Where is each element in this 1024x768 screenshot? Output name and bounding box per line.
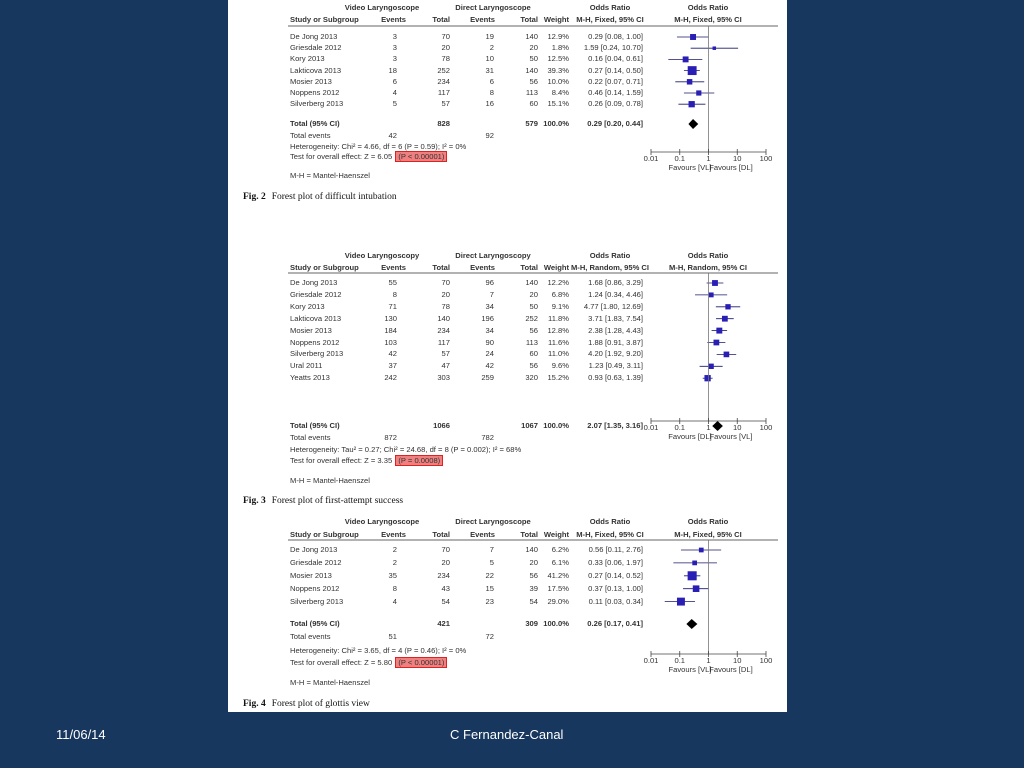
events2-cell: 34	[485, 325, 494, 335]
study-marker	[704, 375, 710, 381]
group2-header: Direct Laryngoscope	[455, 3, 531, 12]
weight-cell: 9.6%	[551, 361, 569, 371]
figure-label: Fig. 2	[243, 192, 266, 202]
x-tick-label: 0.01	[643, 423, 659, 432]
total1-cell: 828	[437, 119, 450, 128]
study-marker	[709, 292, 714, 297]
overall-effect-text: Test for overall effect: Z = 3.35	[290, 456, 393, 465]
events1-cell: 184	[384, 325, 397, 335]
total2-cell: 54	[529, 596, 538, 606]
favours-right-label: Favours [DL]	[709, 665, 753, 674]
events1-cell: 4	[392, 88, 397, 97]
figure-caption	[243, 699, 370, 709]
study-name: Kory 2013	[290, 301, 325, 311]
mh-note: M-H = Mantel-Haenszel	[290, 171, 370, 180]
study-marker	[677, 598, 685, 606]
study-name: Silverberg 2013	[290, 99, 344, 109]
method-plot-header: M-H, Random, 95% CI	[668, 263, 748, 272]
or-ci-cell: 1.23 [0.49, 3.11]	[588, 361, 643, 371]
events1-cell: 6	[392, 76, 397, 86]
total2-cell: 252	[525, 313, 538, 323]
favours-left-label: Favours [VL]	[668, 163, 712, 172]
study-name: Griesdale 2012	[290, 557, 342, 567]
total1-cell: 140	[437, 313, 450, 323]
x-tick-label: 10	[733, 154, 742, 163]
study-marker	[713, 46, 716, 49]
method-header: M-H, Fixed, 95% CI	[576, 15, 644, 24]
study-marker	[722, 316, 728, 322]
events1-cell: 71	[388, 301, 397, 311]
weight-cell: 11.6%	[548, 337, 569, 347]
events2-cell: 16	[485, 99, 494, 109]
study-marker	[696, 90, 701, 95]
total-events1: 51	[388, 632, 397, 641]
events1-cell: 3	[392, 54, 397, 64]
figure-caption	[243, 496, 403, 506]
study-marker	[692, 561, 697, 566]
x-tick-label: 100	[759, 423, 773, 432]
p-value-highlight: (P = 0.0008)	[395, 455, 443, 466]
weight-cell: 17.5%	[547, 583, 569, 593]
weight-cell: 6.8%	[551, 289, 569, 299]
method-header: M-H, Random, 95% CI	[570, 263, 650, 272]
study-name: Noppens 2012	[290, 337, 340, 347]
overall-effect-text: Test for overall effect: Z = 5.80	[290, 658, 393, 667]
total2-cell: 56	[529, 76, 538, 86]
events2-cell: 15	[485, 583, 494, 593]
total2-cell: 50	[529, 301, 538, 311]
total1-cell: 303	[437, 373, 450, 383]
study-marker	[724, 352, 730, 358]
study-name: Griesdale 2012	[290, 43, 342, 53]
total-events-label: Total events	[290, 131, 331, 140]
total1-cell: 252	[437, 65, 450, 75]
or-ci-cell: 0.29 [0.08, 1.00]	[588, 32, 643, 41]
events1-cell: 37	[388, 361, 397, 371]
weight-cell: 29.0%	[547, 596, 569, 606]
events2-cell: 42	[485, 361, 494, 371]
group1-header: Video Laryngoscope	[344, 517, 420, 526]
events1-cell: 2	[392, 545, 397, 554]
study-name: Mosier 2013	[290, 325, 332, 335]
events2-cell: 8	[489, 88, 494, 97]
x-tick-label: 10	[733, 423, 742, 432]
events2-cell: 10	[485, 54, 494, 64]
weight-cell: 6.1%	[551, 557, 569, 567]
total-events1: 872	[384, 433, 397, 442]
total-diamond	[686, 619, 697, 629]
study-marker	[725, 304, 730, 309]
total-weight: 100.0%	[543, 619, 569, 628]
events2-cell: 5	[489, 557, 494, 567]
or-ci-cell: 1.24 [0.34, 4.46]	[588, 289, 643, 299]
total-events2: 72	[485, 632, 494, 641]
total1-header: Total	[432, 530, 450, 539]
mh-note: M-H = Mantel-Haenszel	[290, 678, 370, 687]
total2-cell: 20	[529, 43, 538, 53]
events1-cell: 103	[384, 337, 397, 347]
events2-cell: 96	[485, 278, 494, 287]
weight-cell: 1.8%	[551, 43, 569, 53]
weight-cell: 12.9%	[547, 32, 569, 41]
or-plot-title-header: Odds Ratio	[687, 3, 729, 12]
figure-caption	[243, 192, 397, 202]
group1-header: Video Laryngoscopy	[344, 251, 420, 260]
total-or-ci: 0.26 [0.17, 0.41]	[587, 619, 643, 628]
mh-note: M-H = Mantel-Haenszel	[290, 476, 370, 485]
weight-cell: 15.2%	[547, 373, 569, 383]
study-marker	[714, 340, 720, 346]
study-header: Study or Subgroup	[290, 530, 359, 539]
events2-cell: 7	[489, 545, 494, 554]
study-marker	[699, 548, 704, 553]
study-name: Lakticova 2013	[290, 65, 342, 75]
study-marker	[716, 328, 722, 334]
or-plot-title-header: Odds Ratio	[687, 251, 729, 260]
total-events2: 92	[485, 131, 494, 140]
total1-cell: 117	[437, 88, 450, 97]
heterogeneity-text: Heterogeneity: Chi² = 3.65, df = 4 (P = 0.46); I² = 0%	[290, 646, 467, 655]
weight-cell: 10.0%	[547, 76, 569, 86]
favours-right-label: Favours [DL]	[709, 163, 753, 172]
or-ci-cell: 0.16 [0.04, 0.61]	[588, 54, 643, 64]
total1-cell: 20	[441, 289, 450, 299]
group1-header: Video Laryngoscope	[344, 3, 420, 12]
total1-header: Total	[432, 263, 450, 272]
events1-cell: 4	[392, 596, 397, 606]
p-value-highlight: (P < 0.00001)	[395, 657, 447, 668]
weight-cell: 41.2%	[547, 570, 569, 580]
total2-cell: 140	[525, 32, 538, 41]
p-value-highlight: (P < 0.00001)	[395, 151, 447, 162]
weight-cell: 8.4%	[551, 88, 569, 97]
total2-cell: 50	[529, 54, 538, 64]
or-ci-cell: 0.11 [0.03, 0.34]	[588, 596, 643, 606]
x-tick-label: 1	[706, 423, 711, 432]
study-marker	[688, 66, 697, 75]
study-marker	[689, 101, 695, 107]
total2-cell: 579	[525, 119, 538, 128]
total1-cell: 117	[437, 337, 450, 347]
total-events1: 42	[388, 131, 397, 140]
weight-cell: 11.0%	[548, 349, 569, 359]
events1-cell: 8	[392, 289, 397, 299]
events2-cell: 259	[481, 373, 494, 383]
study-name: Mosier 2013	[290, 570, 332, 580]
caption-text: Forest plot of first-attempt success	[271, 496, 404, 506]
events1-header: Events	[381, 530, 406, 539]
study-name: Griesdale 2012	[290, 289, 342, 299]
events1-header: Events	[381, 15, 406, 24]
study-marker	[690, 34, 696, 40]
or-ci-cell: 0.22 [0.07, 0.71]	[588, 76, 643, 86]
weight-header: Weight	[543, 15, 569, 24]
or-ci-cell: 0.26 [0.09, 0.78]	[588, 99, 643, 109]
events1-cell: 130	[384, 313, 397, 323]
events1-cell: 35	[388, 570, 397, 580]
footer-date: 11/06/14	[56, 727, 106, 742]
total1-cell: 70	[441, 278, 450, 287]
events2-cell: 6	[489, 76, 494, 86]
or-ci-cell: 0.27 [0.14, 0.52]	[588, 570, 643, 580]
total2-cell: 20	[529, 557, 538, 567]
or-ci-cell: 0.93 [0.63, 1.39]	[588, 373, 643, 383]
events2-cell: 2	[489, 43, 494, 53]
total2-cell: 140	[525, 545, 538, 554]
or-ci-cell: 1.68 [0.86, 3.29]	[588, 278, 643, 287]
total2-cell: 140	[525, 278, 538, 287]
events2-cell: 7	[489, 289, 494, 299]
study-name: De Jong 2013	[290, 32, 338, 41]
events2-cell: 196	[481, 313, 494, 323]
events1-cell: 42	[388, 349, 397, 359]
study-marker	[688, 571, 697, 580]
total1-cell: 78	[441, 301, 450, 311]
events2-header: Events	[470, 15, 495, 24]
group2-header: Direct Laryngoscope	[455, 517, 531, 526]
or-ci-cell: 2.38 [1.28, 4.43]	[588, 325, 643, 335]
total1-cell: 234	[437, 325, 450, 335]
or-ci-cell: 0.33 [0.06, 1.97]	[588, 557, 643, 567]
total1-cell: 57	[441, 349, 450, 359]
events2-cell: 24	[485, 349, 494, 359]
study-marker	[693, 585, 700, 592]
favours-right-label: Favours [VL]	[709, 432, 753, 441]
events2-cell: 31	[485, 65, 494, 75]
total1-cell: 20	[441, 557, 450, 567]
events2-cell: 19	[485, 32, 494, 41]
total2-header: Total	[520, 263, 538, 272]
total-or-ci: 2.07 [1.35, 3.16]	[587, 421, 643, 430]
total-weight: 100.0%	[543, 119, 569, 128]
figure-label: Fig. 3	[243, 496, 266, 506]
or-ci-cell: 3.71 [1.83, 7.54]	[588, 313, 643, 323]
or-ci-cell: 1.88 [0.91, 3.87]	[588, 337, 643, 347]
or-ci-cell: 1.59 [0.24, 10.70]	[583, 43, 643, 53]
events1-header: Events	[381, 263, 406, 272]
total2-cell: 56	[529, 570, 538, 580]
events2-header: Events	[470, 263, 495, 272]
study-marker	[683, 56, 689, 62]
total2-cell: 60	[529, 99, 538, 109]
total1-cell: 43	[441, 583, 450, 593]
method-plot-header: M-H, Fixed, 95% CI	[674, 530, 742, 539]
x-tick-label: 0.1	[674, 656, 686, 665]
study-name: Silverberg 2013	[290, 596, 344, 606]
study-marker	[708, 364, 713, 369]
x-tick-label: 0.01	[643, 656, 659, 665]
events1-cell: 242	[384, 373, 397, 383]
heterogeneity-text: Heterogeneity: Chi² = 4.66, df = 6 (P = 0.59); I² = 0%	[290, 142, 467, 151]
total-weight: 100.0%	[543, 421, 569, 430]
weight-cell: 6.2%	[551, 545, 569, 554]
total2-cell: 60	[529, 349, 538, 359]
x-tick-label: 0.1	[674, 154, 686, 163]
overall-effect-row	[290, 153, 447, 161]
total1-cell: 47	[441, 361, 450, 371]
or-title-header: Odds Ratio	[589, 251, 631, 260]
caption-text: Forest plot of difficult intubation	[271, 192, 397, 202]
weight-header: Weight	[543, 530, 569, 539]
overall-effect-text: Test for overall effect: Z = 6.05	[290, 152, 393, 161]
or-plot-title-header: Odds Ratio	[687, 517, 729, 526]
method-plot-header: M-H, Fixed, 95% CI	[674, 15, 742, 24]
events1-cell: 3	[392, 32, 397, 41]
total1-cell: 1066	[433, 421, 450, 430]
total2-cell: 20	[529, 289, 538, 299]
events1-cell: 5	[392, 99, 397, 109]
total2-cell: 39	[529, 583, 538, 593]
or-ci-cell: 4.20 [1.92, 9.20]	[588, 349, 643, 359]
study-marker	[687, 79, 692, 84]
weight-cell: 12.5%	[547, 54, 569, 64]
total1-cell: 57	[441, 99, 450, 109]
study-name: De Jong 2013	[290, 545, 338, 554]
total2-cell: 140	[525, 65, 538, 75]
total2-cell: 320	[525, 373, 538, 383]
or-ci-cell: 0.56 [0.11, 2.76]	[588, 545, 643, 554]
overall-effect-row	[290, 659, 447, 667]
total-diamond	[688, 119, 698, 129]
caption-text: Forest plot of glottis view	[271, 699, 370, 709]
favours-left-label: Favours [DL]	[668, 432, 712, 441]
or-ci-cell: 0.46 [0.14, 1.59]	[588, 88, 643, 97]
total2-cell: 113	[525, 88, 538, 97]
events2-cell: 22	[485, 570, 494, 580]
total2-header: Total	[520, 530, 538, 539]
weight-cell: 39.3%	[547, 65, 569, 75]
or-title-header: Odds Ratio	[589, 3, 631, 12]
x-tick-label: 10	[733, 656, 742, 665]
weight-cell: 11.8%	[548, 313, 569, 323]
weight-header: Weight	[543, 263, 569, 272]
total-label: Total (95% CI)	[290, 119, 340, 128]
total-events-label: Total events	[290, 433, 331, 442]
total1-cell: 20	[441, 43, 450, 53]
total1-cell: 234	[437, 570, 450, 580]
total2-cell: 113	[525, 337, 538, 347]
events2-cell: 34	[485, 301, 494, 311]
total-or-ci: 0.29 [0.20, 0.44]	[587, 119, 643, 128]
events1-cell: 2	[392, 557, 397, 567]
x-tick-label: 1	[706, 656, 711, 665]
total1-cell: 234	[437, 76, 450, 86]
study-name: Ural 2011	[290, 361, 323, 371]
study-header: Study or Subgroup	[290, 263, 359, 272]
figure-label: Fig. 4	[243, 699, 266, 709]
x-tick-label: 0.1	[674, 423, 686, 432]
events2-cell: 90	[485, 337, 494, 347]
group2-header: Direct Laryngoscopy	[455, 251, 531, 260]
x-tick-label: 0.01	[643, 154, 659, 163]
method-header: M-H, Fixed, 95% CI	[576, 530, 644, 539]
total2-cell: 309	[525, 619, 538, 628]
weight-cell: 12.2%	[547, 278, 569, 287]
weight-cell: 12.8%	[547, 325, 569, 335]
or-ci-cell: 4.77 [1.80, 12.69]	[583, 301, 643, 311]
total1-cell: 421	[437, 619, 450, 628]
study-name: Noppens 2012	[290, 583, 340, 593]
total2-cell: 1067	[521, 421, 538, 430]
total2-cell: 56	[529, 325, 538, 335]
x-tick-label: 1	[706, 154, 711, 163]
or-ci-cell: 0.27 [0.14, 0.50]	[588, 65, 643, 75]
events2-header: Events	[470, 530, 495, 539]
total-label: Total (95% CI)	[290, 619, 340, 628]
total2-cell: 56	[529, 361, 538, 371]
favours-left-label: Favours [VL]	[668, 665, 712, 674]
study-marker	[712, 280, 718, 286]
heterogeneity-text: Heterogeneity: Tau² = 0.27; Chi² = 24.68, df = 8 (P = 0.002); I² = 68%	[290, 445, 522, 454]
footer-author: C Fernandez-Canal	[450, 727, 564, 742]
total1-cell: 70	[441, 545, 450, 554]
events1-cell: 8	[392, 583, 397, 593]
study-name: Kory 2013	[290, 54, 325, 64]
study-name: De Jong 2013	[290, 278, 338, 287]
x-tick-label: 100	[759, 656, 773, 665]
weight-cell: 15.1%	[547, 99, 569, 109]
x-tick-label: 100	[759, 154, 773, 163]
or-title-header: Odds Ratio	[589, 517, 631, 526]
study-header: Study or Subgroup	[290, 15, 359, 24]
study-name: Silverberg 2013	[290, 349, 344, 359]
study-name: Noppens 2012	[290, 88, 340, 97]
total1-cell: 54	[441, 596, 450, 606]
total-events-label: Total events	[290, 632, 331, 641]
study-name: Lakticova 2013	[290, 313, 342, 323]
weight-cell: 9.1%	[551, 301, 569, 311]
total1-cell: 78	[441, 54, 450, 64]
events1-cell: 18	[388, 65, 397, 75]
events2-cell: 23	[485, 596, 494, 606]
total2-header: Total	[520, 15, 538, 24]
events1-cell: 55	[388, 278, 397, 287]
events1-cell: 3	[392, 43, 397, 53]
study-name: Mosier 2013	[290, 76, 332, 86]
total-events2: 782	[481, 433, 494, 442]
or-ci-cell: 0.37 [0.13, 1.00]	[588, 583, 643, 593]
total1-header: Total	[432, 15, 450, 24]
study-name: Yeatts 2013	[290, 373, 330, 383]
overall-effect-row	[290, 457, 443, 465]
total-label: Total (95% CI)	[290, 421, 340, 430]
total1-cell: 70	[441, 32, 450, 41]
